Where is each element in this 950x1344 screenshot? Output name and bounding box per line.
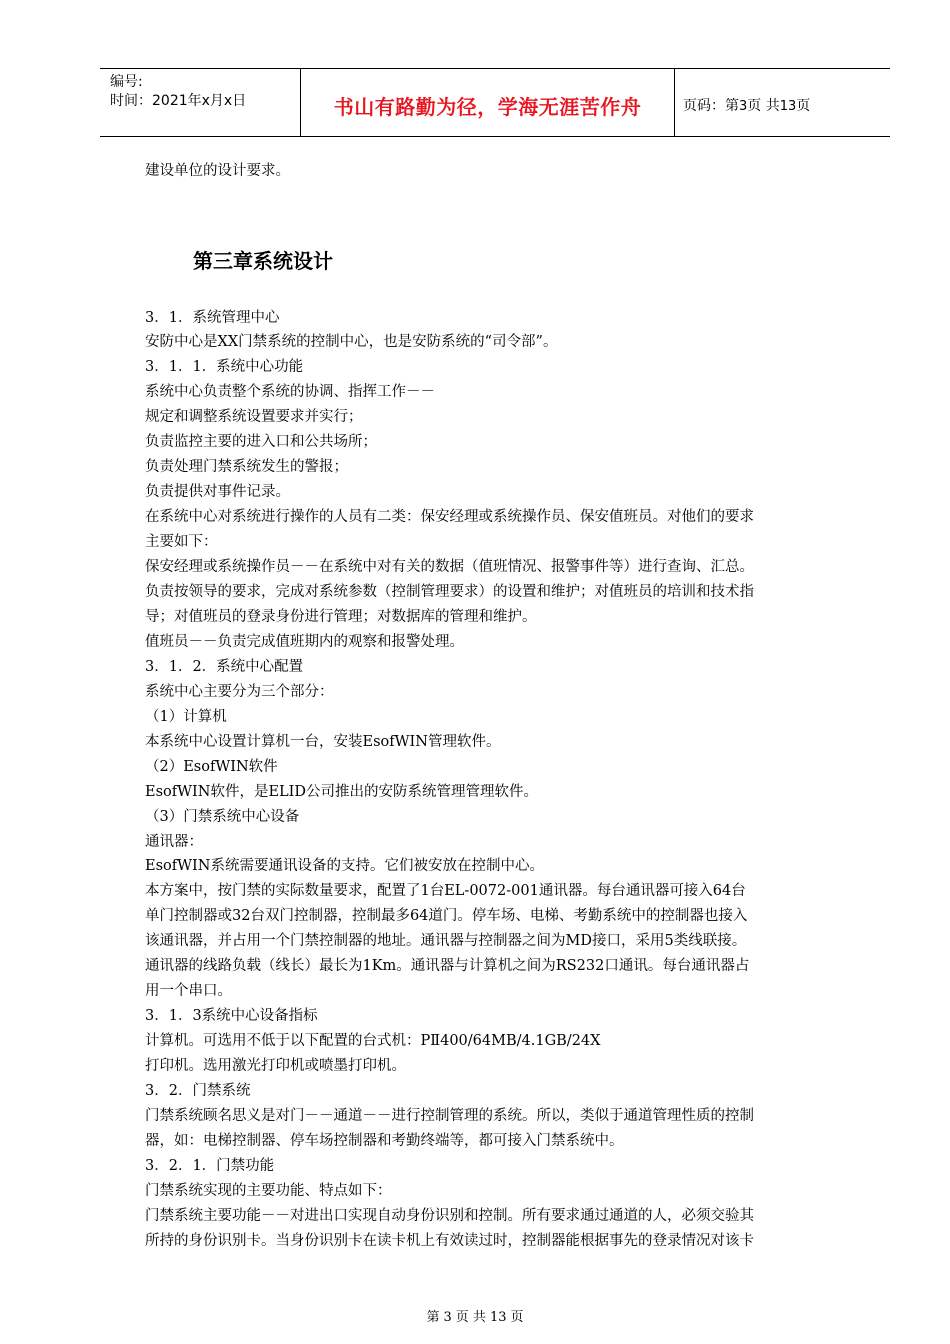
page-mid: 页 共 <box>747 98 780 114</box>
section-heading: 3．2．门禁系统 <box>145 1083 251 1099</box>
page-current: 3 <box>739 99 748 114</box>
section-heading: 3．2．1．门禁功能 <box>145 1158 275 1174</box>
header-motto-cell <box>301 69 675 136</box>
body-line: 门禁系统顾名思义是对门－－通道－－进行控制管理的系统。所以，类似于通道管理性质的控制 <box>145 1108 754 1124</box>
body-line: 保安经理或系统操作员－－在系统中对有关的数据（值班情况、报警事件等）进行查询、汇总。 <box>145 559 754 575</box>
body-line: （3）门禁系统中心设备 <box>145 809 300 825</box>
body-line: 门禁系统主要功能－－对进出口实现自动身份识别和控制。所有要求通过通道的人，必须交验其 <box>145 1208 754 1224</box>
body-line: EsofWIN系统需要通讯设备的支持。它们被安放在控制中心。 <box>145 858 544 874</box>
body-line: 系统中心主要分为三个部分： <box>145 684 334 700</box>
body-line: 规定和调整系统设置要求并实行； <box>145 409 363 425</box>
body-line: （2）EsofWIN软件 <box>145 759 278 775</box>
body-line: 通讯器： <box>145 834 203 850</box>
body-line: 负责按领导的要求，完成对系统参数（控制管理要求）的设置和维护；对值班员的培训和技术指 <box>145 584 754 600</box>
document-code: 编号: <box>110 74 143 90</box>
body-line: （1）计算机 <box>145 709 227 725</box>
body-line: 单门控制器或32台双门控制器，控制最多64道门。停车场、电梯、考勤系统中的控制器也接入 <box>145 908 748 924</box>
footer-suffix: 页 <box>510 1310 524 1325</box>
body-line: 在系统中心对系统进行操作的人员有二类：保安经理或系统操作员、保安值班员。对他们的要求 <box>145 509 754 525</box>
footer-current: 3 <box>443 1310 452 1325</box>
body-line: 导；对值班员的登录身份进行管理；对数据库的管理和维护。 <box>145 609 537 625</box>
body-line: 用一个串口。 <box>145 983 232 999</box>
footer-prefix: 第 <box>426 1310 440 1325</box>
body-line: 本系统中心设置计算机一台，安装EsofWIN管理软件。 <box>145 734 501 750</box>
footer-total: 13 <box>489 1310 507 1325</box>
body-line: 该通讯器，并占用一个门禁控制器的地址。通讯器与控制器之间为MD接口，采用5类线联接。 <box>145 933 747 949</box>
section-heading: 3．1．3系统中心设备指标 <box>145 1008 318 1024</box>
body-line: 安防中心是XX门禁系统的控制中心，也是安防系统的“司令部”。 <box>145 334 558 350</box>
page-footer <box>0 1306 950 1325</box>
header-meta <box>100 69 301 136</box>
body-line: 建设单位的设计要求。 <box>145 163 290 179</box>
body-line: 负责提供对事件记录。 <box>145 484 290 500</box>
page-prefix: 页码：第 <box>683 98 739 114</box>
body-line: 系统中心负责整个系统的协调、指挥工作－－ <box>145 384 435 400</box>
section-heading: 3．1．2．系统中心配置 <box>145 659 304 675</box>
body-line: 负责监控主要的进入口和公共场所； <box>145 434 377 450</box>
body-line: 打印机。选用激光打印机或喷墨打印机。 <box>145 1058 406 1074</box>
body-line: 门禁系统实现的主要功能、特点如下： <box>145 1183 392 1199</box>
header-page-number <box>675 69 890 136</box>
section-heading: 3．1．1．系统中心功能 <box>145 359 304 375</box>
footer-mid: 页 共 <box>455 1310 486 1325</box>
document-time: 时间：2021年x月x日 <box>110 93 247 109</box>
body-line: 主要如下： <box>145 534 218 550</box>
body-line: 本方案中，按门禁的实际数量要求，配置了1台EL-0072-001通讯器。每台通讯器可接入64台 <box>145 883 746 899</box>
body-line: 计算机。可选用不低于以下配置的台式机：PⅡ400/64MB/4.1GB/24X <box>145 1033 601 1049</box>
body-line: 所持的身份识别卡。当身份识别卡在读卡机上有效读过时，控制器能根据事先的登录情况对该卡 <box>145 1233 754 1249</box>
section-heading: 3．1．系统管理中心 <box>145 310 280 326</box>
page-total: 13 <box>779 99 797 114</box>
body-line: EsofWIN软件，是ELID公司推出的安防系统管理管理软件。 <box>145 784 539 800</box>
body-line: 值班员－－负责完成值班期内的观察和报警处理。 <box>145 634 464 650</box>
header-motto: 书山有路勤为径，学海无涯苦作舟 <box>333 95 642 119</box>
body-line: 负责处理门禁系统发生的警报； <box>145 459 348 475</box>
body-line: 通讯器的线路负载（线长）最长为1Km。通讯器与计算机之间为RS232口通讯。每台通讯器占 <box>145 958 750 974</box>
page-header <box>100 68 890 137</box>
body-line: 器，如：电梯控制器、停车场控制器和考勤终端等，都可接入门禁系统中。 <box>145 1133 624 1149</box>
page-suffix: 页 <box>796 98 811 114</box>
chapter-title: 第三章系统设计 <box>193 249 333 273</box>
